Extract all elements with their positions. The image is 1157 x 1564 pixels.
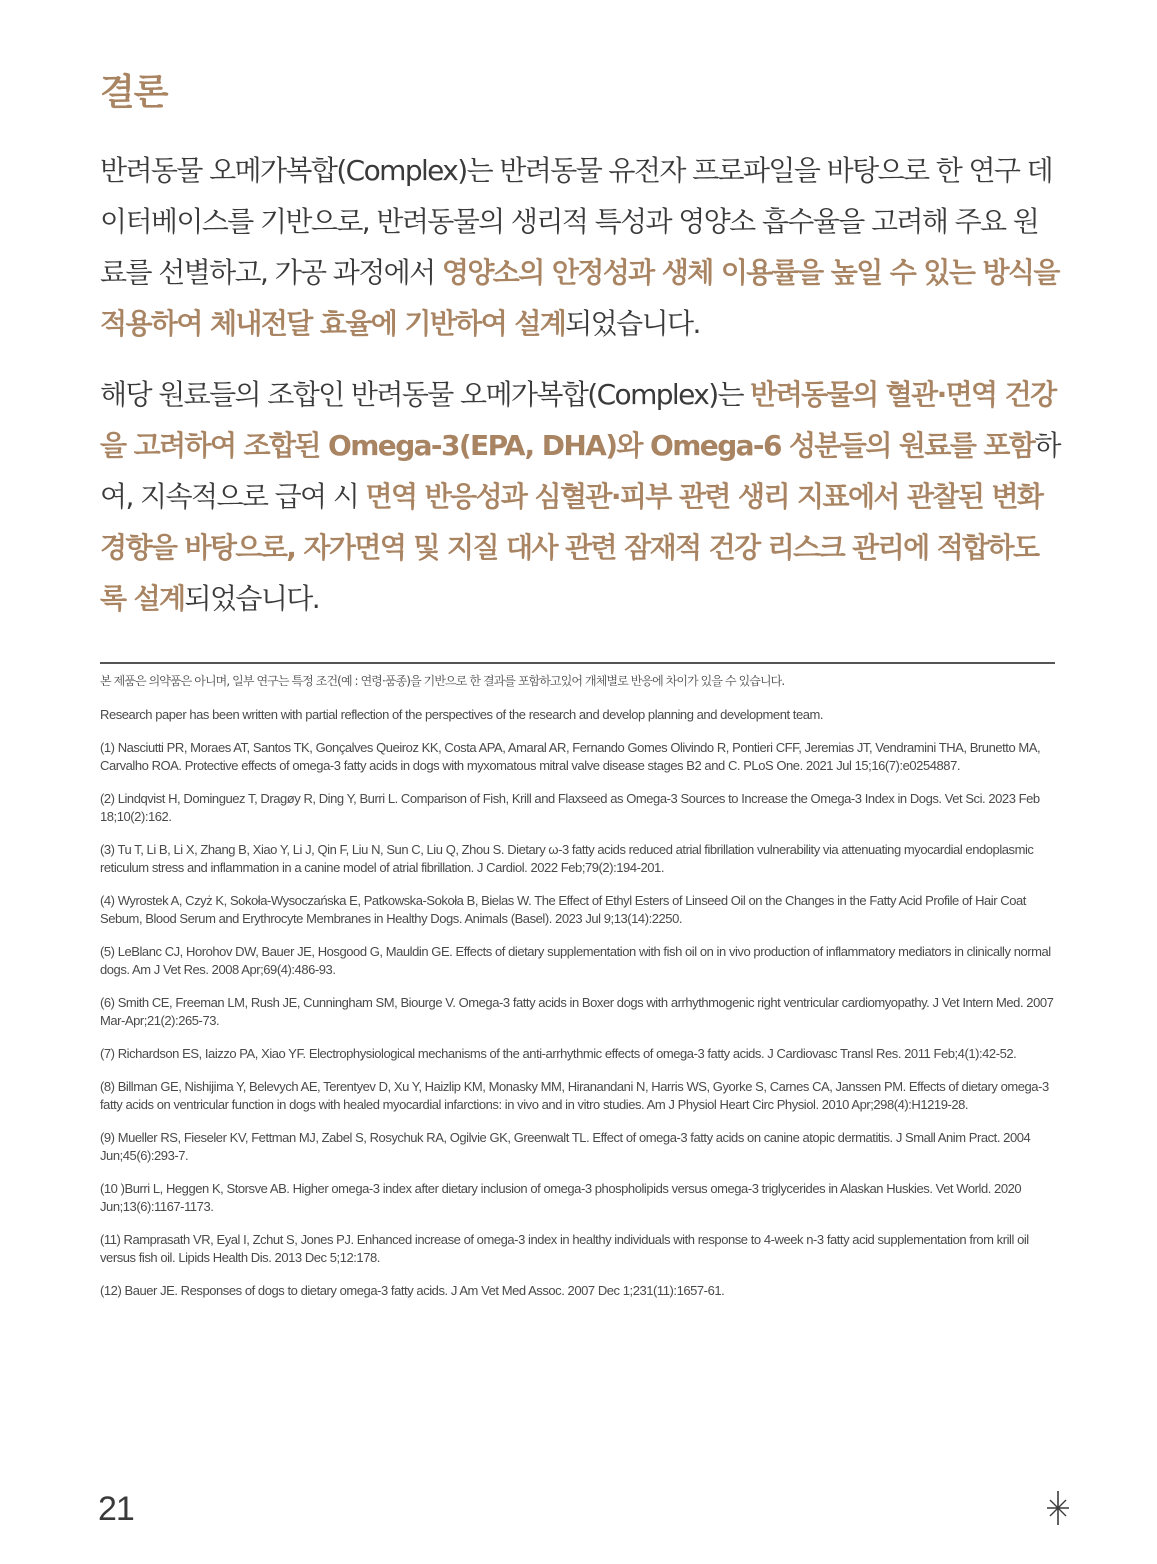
- reference-item: (6) Smith CE, Freeman LM, Rush JE, Cunningham SM, Biourge V. Omega-3 fatty acids in Boxer dogs with arrhythmogenic right ventricular cardiomyopathy. J Vet Intern Med. 2007 Mar-Apr;21(2):265-73.: [100, 995, 1054, 1028]
- section-heading: 결론: [100, 72, 168, 113]
- paragraph-text: 반려동물 오메가복합(Complex)는 반려동물 유전자 프로파일을 바탕으로 한 연구 데이터베이스를 기반으로, 반려동물의 생리적 특성과 영양소 흡수율을 고려해 주요 원료를 선별하고, 가공 과정에서: [100, 154, 1053, 289]
- paragraph-text: 하여, 지속적으로 급여 시: [100, 429, 1060, 513]
- footnotes: [100, 672, 1058, 1315]
- reference-item: (12) Bauer JE. Responses of dogs to dietary omega-3 fatty acids. J Am Vet Med Assoc. 2007 Dec 1;231(11):1657-61.: [100, 1283, 725, 1298]
- highlighted-text: 반려동물의 혈관·면역 건강을 고려하여 조합된 Omega-3(EPA, DHA)와 Omega-6 성분들의 원료를 포함: [100, 378, 1056, 462]
- reference-item: (2) Lindqvist H, Dominguez T, Dragøy R, Ding Y, Burri L. Comparison of Fish, Krill and Flaxseed as Omega-3 Sources to Increase the Omega-3 Index in Dogs. Vet Sci. 2023 Feb 18;10(2):162.: [100, 791, 1040, 824]
- paragraph-text: 되었습니다.: [565, 307, 700, 340]
- disclaimer-text: 본 제품은 의약품은 아니며, 일부 연구는 특정 조건(예 : 연령·품종)을 기반으로 한 결과를 포함하고있어 개체별로 반응에 차이가 있을 수 있습니다.: [100, 674, 785, 688]
- conclusion-paragraph-2: [100, 369, 1060, 624]
- reference-item: (8) Billman GE, Nishijima Y, Belevych AE, Terentyev D, Xu Y, Haizlip KM, Monasky MM, Hiranandani N, Harris WS, Gyorke S, Carnes CA, Janssen PM. Effects of dietary omega-3 fatty acids on ventricular function in dogs with healed myocardial infarctions: in vivo and in vitro studies. Am J Physiol Heart Circ Physiol. 2010 Apr;298(4):H1219-28.: [100, 1079, 1049, 1112]
- reference-item: (9) Mueller RS, Fieseler KV, Fettman MJ, Zabel S, Rosychuk RA, Ogilvie GK, Greenwalt TL. Effect of omega-3 fatty acids on canine atopic dermatitis. J Small Anim Pract. 2004 Jun;45(6):293-7.: [100, 1130, 1031, 1163]
- highlighted-text: 영양소의 안정성과 생체 이용률을 높일 수 있는 방식을 적용하여 체내전달 효율에 기반하여 설계: [100, 256, 1059, 340]
- page-number: 21: [98, 1490, 134, 1528]
- reference-item: (10 )Burri L, Heggen K, Storsve AB. Higher omega-3 index after dietary inclusion of omega-3 phospholipids versus omega-3 triglycerides in Alaskan Huskies. Vet World. 2020 Jun;13(6):1167-1173.: [100, 1181, 1022, 1214]
- highlighted-text: 면역 반응성과 심혈관·피부 관련 생리 지표에서 관찰된 변화 경향을 바탕으로, 자가면역 및 지질 대사 관련 잠재적 건강 리스크 관리에 적합하도록 설계: [100, 480, 1043, 615]
- reference-item: (5) LeBlanc CJ, Horohov DW, Bauer JE, Hosgood G, Mauldin GE. Effects of dietary supplementation with fish oil on in vivo production of inflammatory mediators in clinically normal dogs. Am J Vet Res. 2008 Apr;69(4):486-93.: [100, 944, 1051, 977]
- reference-item: (4) Wyrostek A, Czyż K, Sokoła-Wysoczańska E, Patkowska-Sokoła B, Bielas W. The Effect of Ethyl Esters of Linseed Oil on the Changes in the Fatty Acid Profile of Hair Coat Sebum, Blood Serum and Erythrocyte Membranes in Healthy Dogs. Animals (Basel). 2023 Jul 9;13(14):2250.: [100, 893, 1026, 926]
- paragraph-text: 되었습니다.: [184, 582, 320, 615]
- reference-item: (7) Richardson ES, Iaizzo PA, Xiao YF. Electrophysiological mechanisms of the anti-arrhythmic effects of omega-3 fatty acids. J Cardiovasc Transl Res. 2011 Feb;4(1):42-52.: [100, 1046, 1017, 1061]
- paragraph-text: 해당 원료들의 조합인 반려동물 오메가복합(Complex)는: [100, 378, 751, 411]
- footnote-divider: [100, 662, 1055, 664]
- reference-item: (11) Ramprasath VR, Eyal I, Zchut S, Jones PJ. Enhanced increase of omega-3 index in healthy individuals with response to 4-week n-3 fatty acid supplementation from krill oil versus fish oil. Lipids Health Dis. 2013 Dec 5;12:178.: [100, 1232, 1029, 1265]
- reference-item: (3) Tu T, Li B, Li X, Zhang B, Xiao Y, Li J, Qin F, Liu N, Sun C, Liu Q, Zhou S. Dietary ω-3 fatty acids reduced atrial fibrillation vulnerability via attenuating myocardial endoplasmic reticulum stress and inflammation in a canine model of atrial fibrillation. J Cardiol. 2022 Feb;79(2):194-201.: [100, 842, 1034, 875]
- research-note: Research paper has been written with partial reflection of the perspectives of the research and develop planning and development team.: [100, 707, 824, 722]
- reference-item: (1) Nasciutti PR, Moraes AT, Santos TK, Gonçalves Queiroz KK, Costa APA, Amaral AR, Fernando Gomes Olivindo R, Pontieri CFF, Jeremias JT, Vendramini THA, Brunetto MA, Carvalho ROA. Protective effects of omega-3 fatty acids in dogs with myxomatous mitral valve disease stages B2 and C. PLoS One. 2021 Jul 15;16(7):e0254887.: [100, 740, 1041, 773]
- sparkle-star-icon: [1044, 1490, 1072, 1526]
- conclusion-paragraph-1: [100, 145, 1060, 349]
